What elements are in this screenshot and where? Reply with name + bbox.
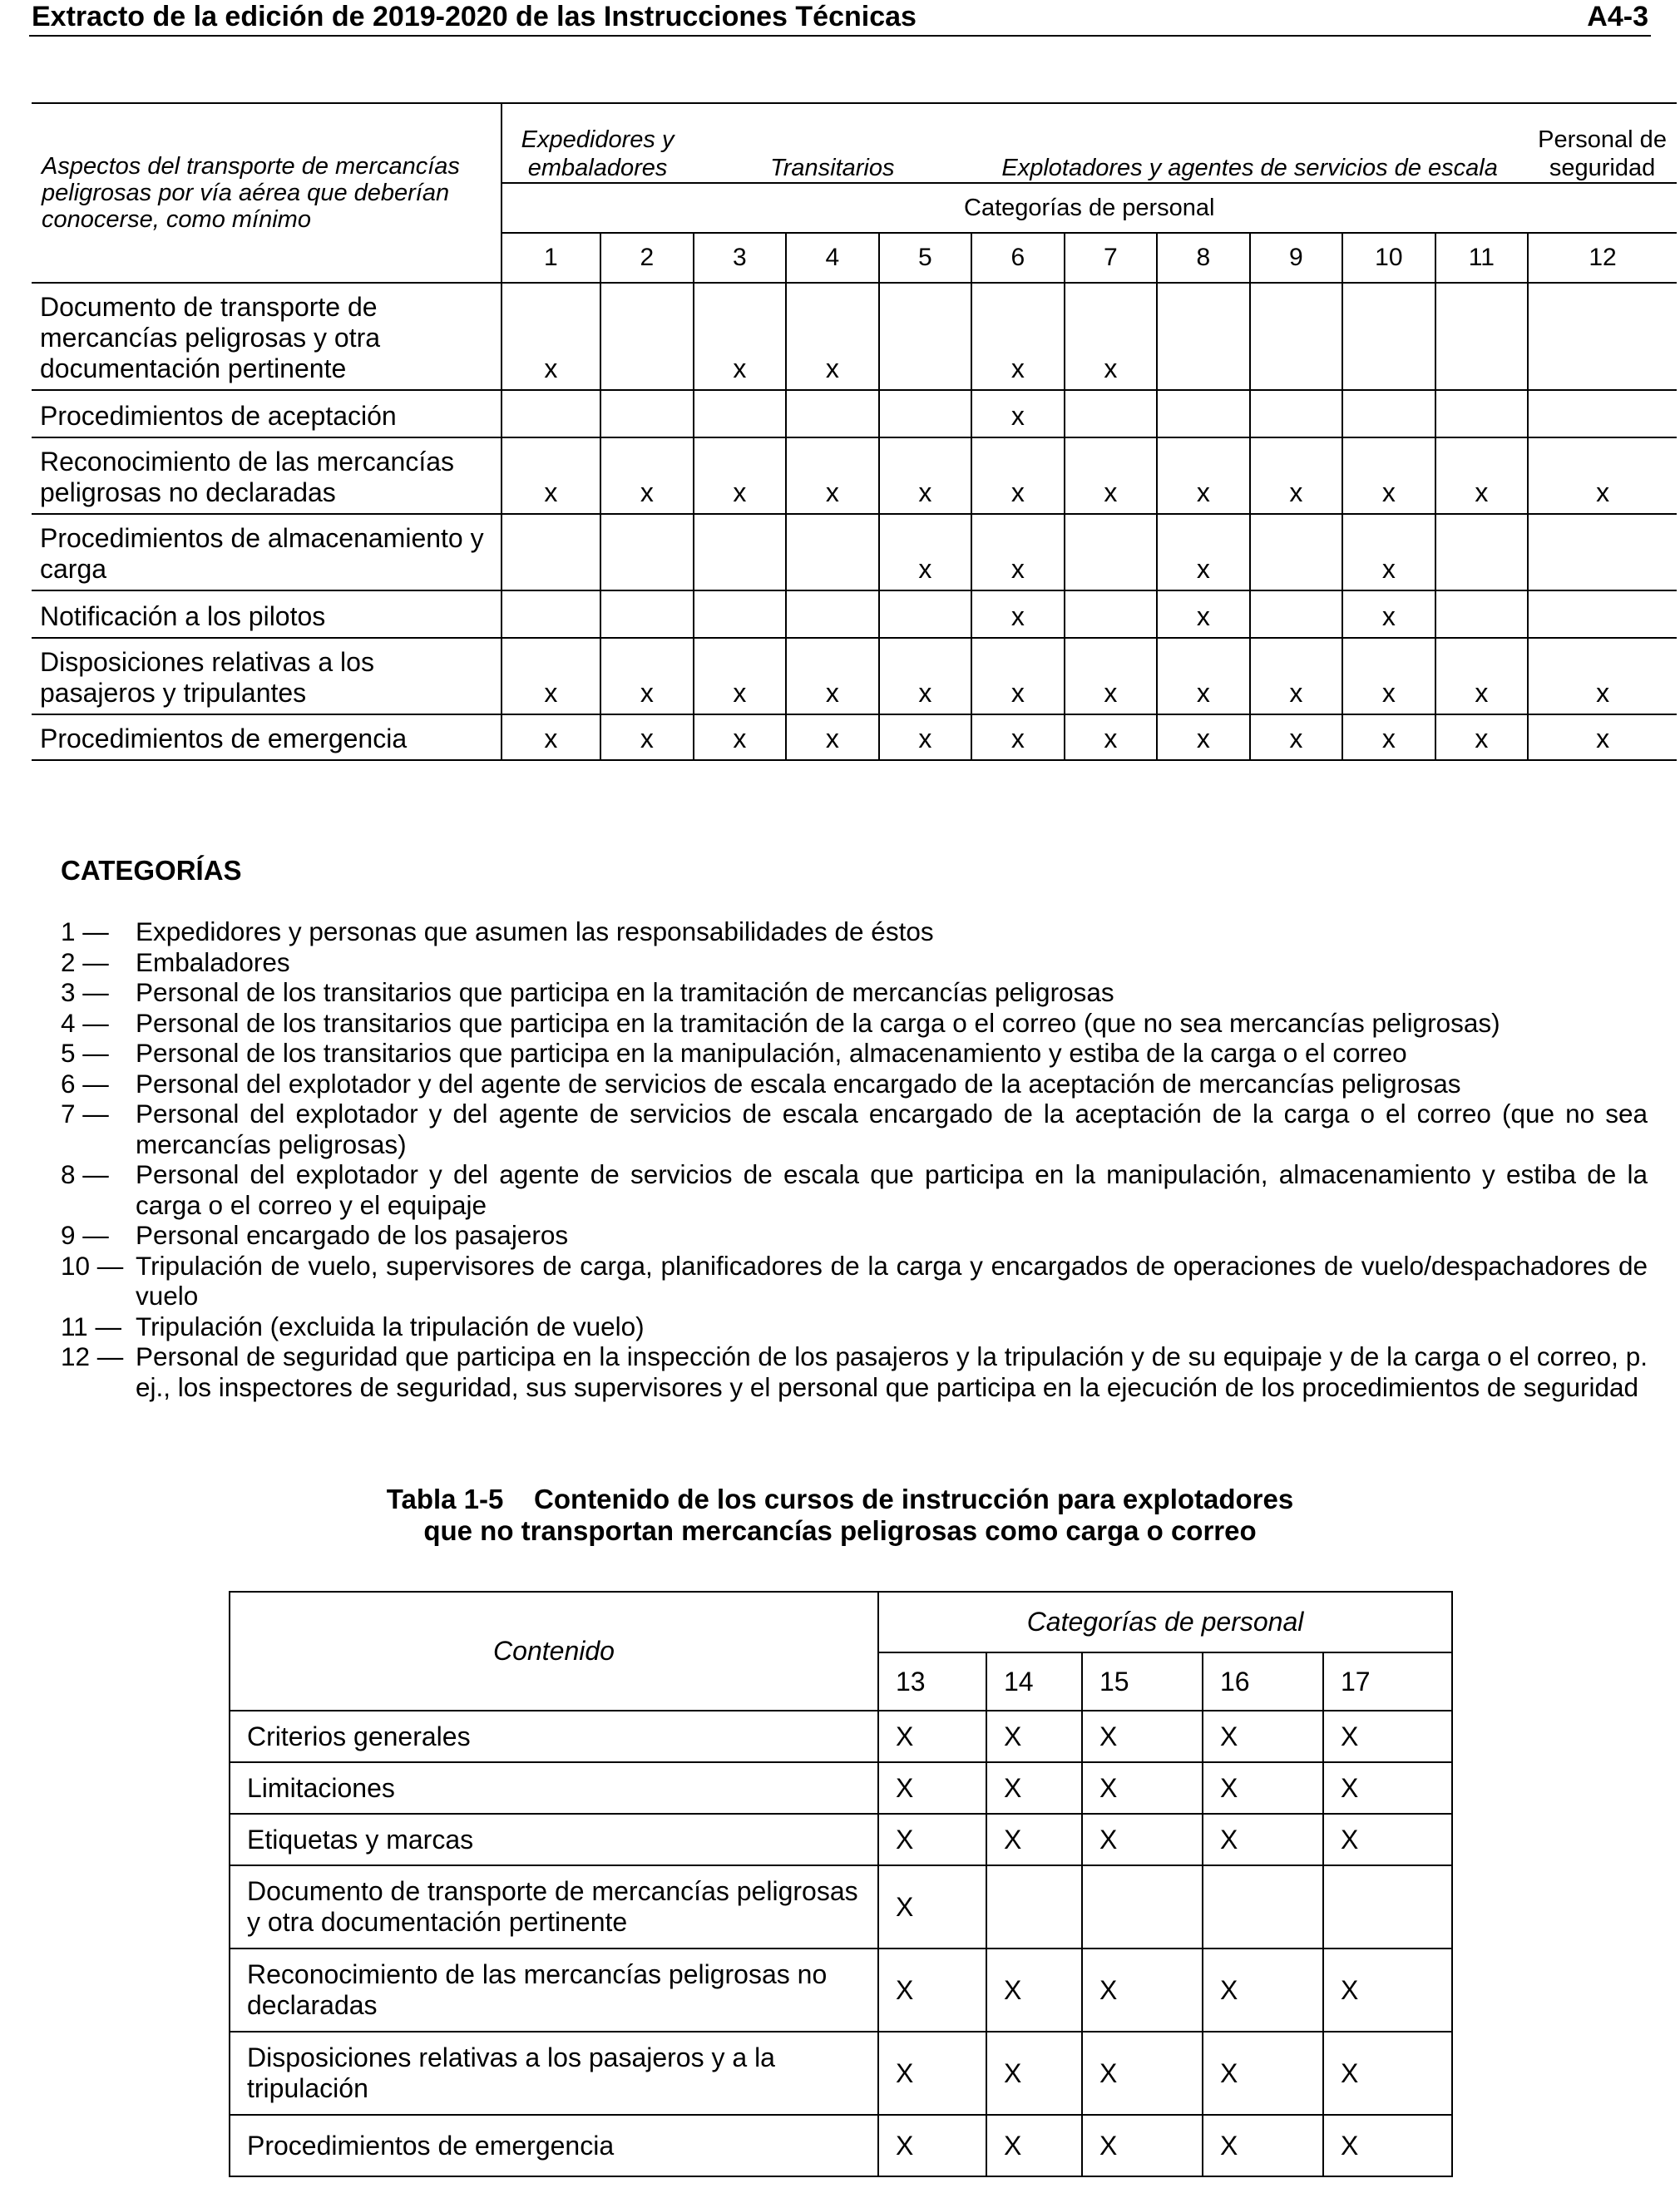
row-mark: x: [1157, 437, 1250, 514]
table-row: [32, 590, 1677, 638]
row-mark: [1528, 590, 1677, 638]
row-mark: x: [879, 514, 972, 590]
row-mark: [1528, 390, 1677, 437]
row-mark: [1157, 390, 1250, 437]
row-mark: x: [1250, 638, 1343, 714]
column-number: 16: [1203, 1652, 1323, 1711]
row-mark: x: [1342, 514, 1435, 590]
column-number: 2: [600, 233, 694, 283]
row-mark: X: [1082, 1711, 1203, 1762]
category-number: 2 —: [61, 946, 109, 977]
row-mark: X: [1082, 1762, 1203, 1814]
row-mark: X: [1082, 1814, 1203, 1865]
row-mark: x: [502, 437, 601, 514]
column-number: 13: [878, 1652, 986, 1711]
row-mark: x: [600, 638, 694, 714]
row-mark: [1342, 283, 1435, 390]
category-text: Personal encargado de los pasajeros: [136, 1220, 569, 1250]
column-number: 1: [502, 233, 601, 283]
column-number: 6: [971, 233, 1065, 283]
row-mark: x: [1435, 714, 1529, 760]
category-number: 12 —: [61, 1341, 124, 1371]
row-mark: [1250, 283, 1343, 390]
training-content-table: [229, 1591, 1453, 2177]
column-number: 17: [1323, 1652, 1452, 1711]
row-mark: x: [600, 437, 694, 514]
row-mark: X: [878, 1949, 986, 2032]
row-mark: X: [1323, 2032, 1452, 2115]
category-text: Tripulación de vuelo, supervisores de carga, planificadores de la carga y encargados de operaciones de vuelo/despachadores de vuelo: [136, 1250, 1648, 1311]
row-mark: X: [878, 1711, 986, 1762]
row-label: Etiquetas y marcas: [230, 1814, 878, 1865]
row-mark: x: [694, 714, 787, 760]
row-label: Notificación a los pilotos: [32, 590, 502, 638]
row-mark: x: [1250, 437, 1343, 514]
category-number: 5 —: [61, 1038, 109, 1068]
category-text: Personal de seguridad que participa en la inspección de los pasajeros y la tripulación y de su equipaje y de la carga o el correo, p. ej., los inspectores de seguridad, sus supervisores y el personal que participa en la ejecución de los procedimientos de seguridad: [136, 1341, 1648, 1402]
category-item: [61, 1311, 1648, 1342]
column-number: 4: [786, 233, 879, 283]
category-number: 1 —: [61, 916, 109, 946]
row-mark: [986, 1865, 1082, 1949]
category-text: Tripulación (excluida la tripulación de vuelo): [136, 1311, 645, 1341]
row-mark: [600, 590, 694, 638]
row-mark: X: [1203, 1762, 1323, 1814]
row-mark: [1435, 283, 1529, 390]
row-mark: x: [971, 590, 1065, 638]
row-mark: x: [1342, 638, 1435, 714]
row-mark: X: [878, 1865, 986, 1949]
row-label: Documento de transporte de mercancías peligrosas y otra documentación pertinente: [32, 283, 502, 390]
row-mark: x: [786, 283, 879, 390]
table-1-5-title-line2: que no transportan mercancías peligrosas como carga o correo: [423, 1515, 1257, 1546]
table-row: [230, 1762, 1452, 1814]
row-mark: [1435, 514, 1529, 590]
row-mark: x: [786, 638, 879, 714]
row-mark: x: [1065, 714, 1158, 760]
row-mark: x: [1157, 590, 1250, 638]
category-number: 8 —: [61, 1159, 109, 1189]
column-number: 10: [1342, 233, 1435, 283]
row-mark: [1528, 514, 1677, 590]
category-item: [61, 947, 1648, 978]
column-number: 5: [879, 233, 972, 283]
row-mark: x: [600, 714, 694, 760]
category-number: 10 —: [61, 1250, 124, 1281]
categories-list: [61, 916, 1648, 1402]
category-number: 4 —: [61, 1007, 109, 1038]
group-transitarios-header: Transitarios: [694, 103, 972, 183]
row-mark: X: [878, 1762, 986, 1814]
row-mark: x: [694, 638, 787, 714]
category-text: Embaladores: [136, 946, 290, 977]
column-number: 9: [1250, 233, 1343, 283]
row-label: Procedimientos de emergencia: [230, 2115, 878, 2176]
row-mark: [694, 390, 787, 437]
row-mark: x: [502, 714, 601, 760]
row-label: Criterios generales: [230, 1711, 878, 1762]
row-mark: [786, 390, 879, 437]
table-1-5-title-line1: Tabla 1-5 Contenido de los cursos de instrucción para explotadores: [386, 1484, 1294, 1514]
category-item: [61, 1069, 1648, 1099]
category-text: Personal del explotador y del agente de servicios de escala encargado de la aceptación de la carga o el correo (que no sea mercancías peligrosas): [136, 1099, 1648, 1159]
row-mark: X: [878, 1814, 986, 1865]
category-text: Expedidores y personas que asumen las responsabilidades de éstos: [136, 916, 934, 946]
row-mark: x: [1528, 638, 1677, 714]
categorias-header: Categorías de personal: [878, 1592, 1452, 1652]
row-mark: x: [1250, 714, 1343, 760]
row-mark: X: [1203, 2115, 1323, 2176]
category-number: 3 —: [61, 977, 109, 1007]
row-mark: X: [986, 2115, 1082, 2176]
row-mark: [1323, 1865, 1452, 1949]
table-row: [230, 1865, 1452, 1949]
row-label: Disposiciones relativas a los pasajeros y tripulantes: [32, 638, 502, 714]
row-mark: x: [1528, 714, 1677, 760]
row-mark: x: [786, 437, 879, 514]
row-mark: X: [986, 1711, 1082, 1762]
row-mark: [694, 514, 787, 590]
training-aspects-table: [32, 102, 1677, 761]
row-mark: x: [971, 514, 1065, 590]
row-mark: [1065, 590, 1158, 638]
row-mark: X: [986, 1949, 1082, 2032]
row-mark: [1342, 390, 1435, 437]
row-mark: [502, 514, 601, 590]
row-mark: X: [1323, 1814, 1452, 1865]
row-mark: X: [878, 2032, 986, 2115]
group-expedidores-header: Expedidores y embaladores: [502, 103, 694, 183]
row-mark: x: [879, 714, 972, 760]
row-mark: x: [502, 638, 601, 714]
row-mark: x: [694, 283, 787, 390]
group-explotadores-header: Explotadores y agentes de servicios de escala: [971, 103, 1528, 183]
row-mark: X: [1203, 1814, 1323, 1865]
row-label: Procedimientos de almacenamiento y carga: [32, 514, 502, 590]
row-mark: [600, 390, 694, 437]
category-item: [61, 977, 1648, 1008]
page-number: A4-3: [1587, 1, 1648, 32]
group-personal-seguridad-header: Personal de seguridad: [1528, 103, 1677, 183]
table-row: [32, 638, 1677, 714]
row-mark: X: [1082, 1949, 1203, 2032]
row-mark: [1065, 514, 1158, 590]
row-mark: X: [986, 2032, 1082, 2115]
row-mark: [1528, 283, 1677, 390]
row-mark: x: [971, 714, 1065, 760]
row-mark: x: [694, 437, 787, 514]
row-mark: x: [1065, 283, 1158, 390]
category-item: [61, 1099, 1648, 1159]
category-text: Personal del explotador y del agente de servicios de escala que participa en la manipulación, almacenamiento y estiba de la carga o el correo y el equipaje: [136, 1159, 1648, 1220]
table-row: [32, 714, 1677, 760]
row-mark: [1250, 390, 1343, 437]
row-label: Procedimientos de aceptación: [32, 390, 502, 437]
row-mark: x: [971, 283, 1065, 390]
table-row: [32, 283, 1677, 390]
table-row: [32, 514, 1677, 590]
column-number: 12: [1528, 233, 1677, 283]
category-number: 11 —: [61, 1311, 121, 1341]
row-label: Reconocimiento de las mercancías peligrosas no declaradas: [230, 1949, 878, 2032]
row-mark: x: [1435, 638, 1529, 714]
row-label: Limitaciones: [230, 1762, 878, 1814]
table-row: [32, 437, 1677, 514]
row-mark: x: [1065, 437, 1158, 514]
row-mark: x: [879, 638, 972, 714]
row-mark: [600, 514, 694, 590]
row-mark: X: [1323, 2115, 1452, 2176]
row-label: Disposiciones relativas a los pasajeros y a la tripulación: [230, 2032, 878, 2115]
row-mark: X: [1323, 1762, 1452, 1814]
table-row: [230, 1814, 1452, 1865]
row-mark: X: [878, 2115, 986, 2176]
row-mark: X: [986, 1762, 1082, 1814]
row-mark: x: [1342, 590, 1435, 638]
row-mark: [1250, 514, 1343, 590]
table-1-5-title: [0, 1484, 1680, 1547]
category-item: [61, 1251, 1648, 1311]
row-mark: x: [1157, 514, 1250, 590]
row-mark: [879, 390, 972, 437]
row-mark: [502, 590, 601, 638]
category-number: 7 —: [61, 1099, 109, 1129]
category-number: 6 —: [61, 1068, 109, 1099]
row-mark: x: [1065, 638, 1158, 714]
category-text: Personal del explotador y del agente de servicios de escala encargado de la aceptación de mercancías peligrosas: [136, 1068, 1461, 1099]
row-mark: x: [1342, 437, 1435, 514]
row-mark: x: [786, 714, 879, 760]
category-item: [61, 1220, 1648, 1251]
row-mark: [600, 283, 694, 390]
category-item: [61, 916, 1648, 947]
row-mark: x: [1435, 437, 1529, 514]
row-mark: [1203, 1865, 1323, 1949]
row-label: Procedimientos de emergencia: [32, 714, 502, 760]
row-mark: x: [971, 437, 1065, 514]
row-mark: X: [1082, 2115, 1203, 2176]
category-text: Personal de los transitarios que participa en la manipulación, almacenamiento y estiba de la carga o el correo: [136, 1038, 1407, 1068]
row-mark: X: [1323, 1949, 1452, 2032]
row-mark: X: [1203, 1949, 1323, 2032]
row-label: Reconocimiento de las mercancías peligrosas no declaradas: [32, 437, 502, 514]
category-number: 9 —: [61, 1220, 109, 1250]
page-header-title: Extracto de la edición de 2019-2020 de las Instrucciones Técnicas: [32, 1, 917, 32]
category-item: [61, 1159, 1648, 1220]
row-mark: x: [971, 638, 1065, 714]
column-number: 11: [1435, 233, 1529, 283]
row-mark: x: [879, 437, 972, 514]
row-mark: x: [1157, 638, 1250, 714]
category-text: Personal de los transitarios que participa en la tramitación de mercancías peligrosas: [136, 977, 1114, 1007]
column-number: 8: [1157, 233, 1250, 283]
row-label: Documento de transporte de mercancías peligrosas y otra documentación pertinente: [230, 1865, 878, 1949]
column-number: 3: [694, 233, 787, 283]
row-mark: x: [971, 390, 1065, 437]
row-mark: [786, 514, 879, 590]
row-mark: [694, 590, 787, 638]
category-item: [61, 1341, 1648, 1402]
category-item: [61, 1038, 1648, 1069]
row-mark: [1082, 1865, 1203, 1949]
category-text: Personal de los transitarios que participa en la tramitación de la carga o el correo (que no sea mercancías peligrosas): [136, 1007, 1500, 1038]
column-number: 14: [986, 1652, 1082, 1711]
category-item: [61, 1008, 1648, 1039]
row-mark: [1157, 283, 1250, 390]
row-mark: x: [502, 283, 601, 390]
category-label: Categorías de personal: [502, 183, 1677, 233]
table-row: [32, 390, 1677, 437]
row-mark: x: [1342, 714, 1435, 760]
row-mark: [1065, 390, 1158, 437]
column-number: 15: [1082, 1652, 1203, 1711]
row-mark: x: [1157, 714, 1250, 760]
table-row: [230, 1711, 1452, 1762]
row-mark: [1435, 390, 1529, 437]
contenido-header: Contenido: [230, 1592, 878, 1711]
table-row: [230, 2032, 1452, 2115]
aspects-header: Aspectos del transporte de mercancías peligrosas por vía aérea que deberían conocerse, como mínimo: [32, 103, 502, 283]
row-mark: [502, 390, 601, 437]
column-number: 7: [1065, 233, 1158, 283]
row-mark: X: [1323, 1711, 1452, 1762]
categories-heading: CATEGORÍAS: [61, 855, 242, 886]
row-mark: [1435, 590, 1529, 638]
table-row: [230, 1949, 1452, 2032]
row-mark: X: [986, 1814, 1082, 1865]
row-mark: X: [1203, 1711, 1323, 1762]
row-mark: [1250, 590, 1343, 638]
header-divider: [29, 35, 1651, 37]
row-mark: X: [1203, 2032, 1323, 2115]
row-mark: X: [1082, 2032, 1203, 2115]
row-mark: [879, 283, 972, 390]
row-mark: [786, 590, 879, 638]
row-mark: x: [1528, 437, 1677, 514]
row-mark: [879, 590, 972, 638]
table-row: [230, 2115, 1452, 2176]
